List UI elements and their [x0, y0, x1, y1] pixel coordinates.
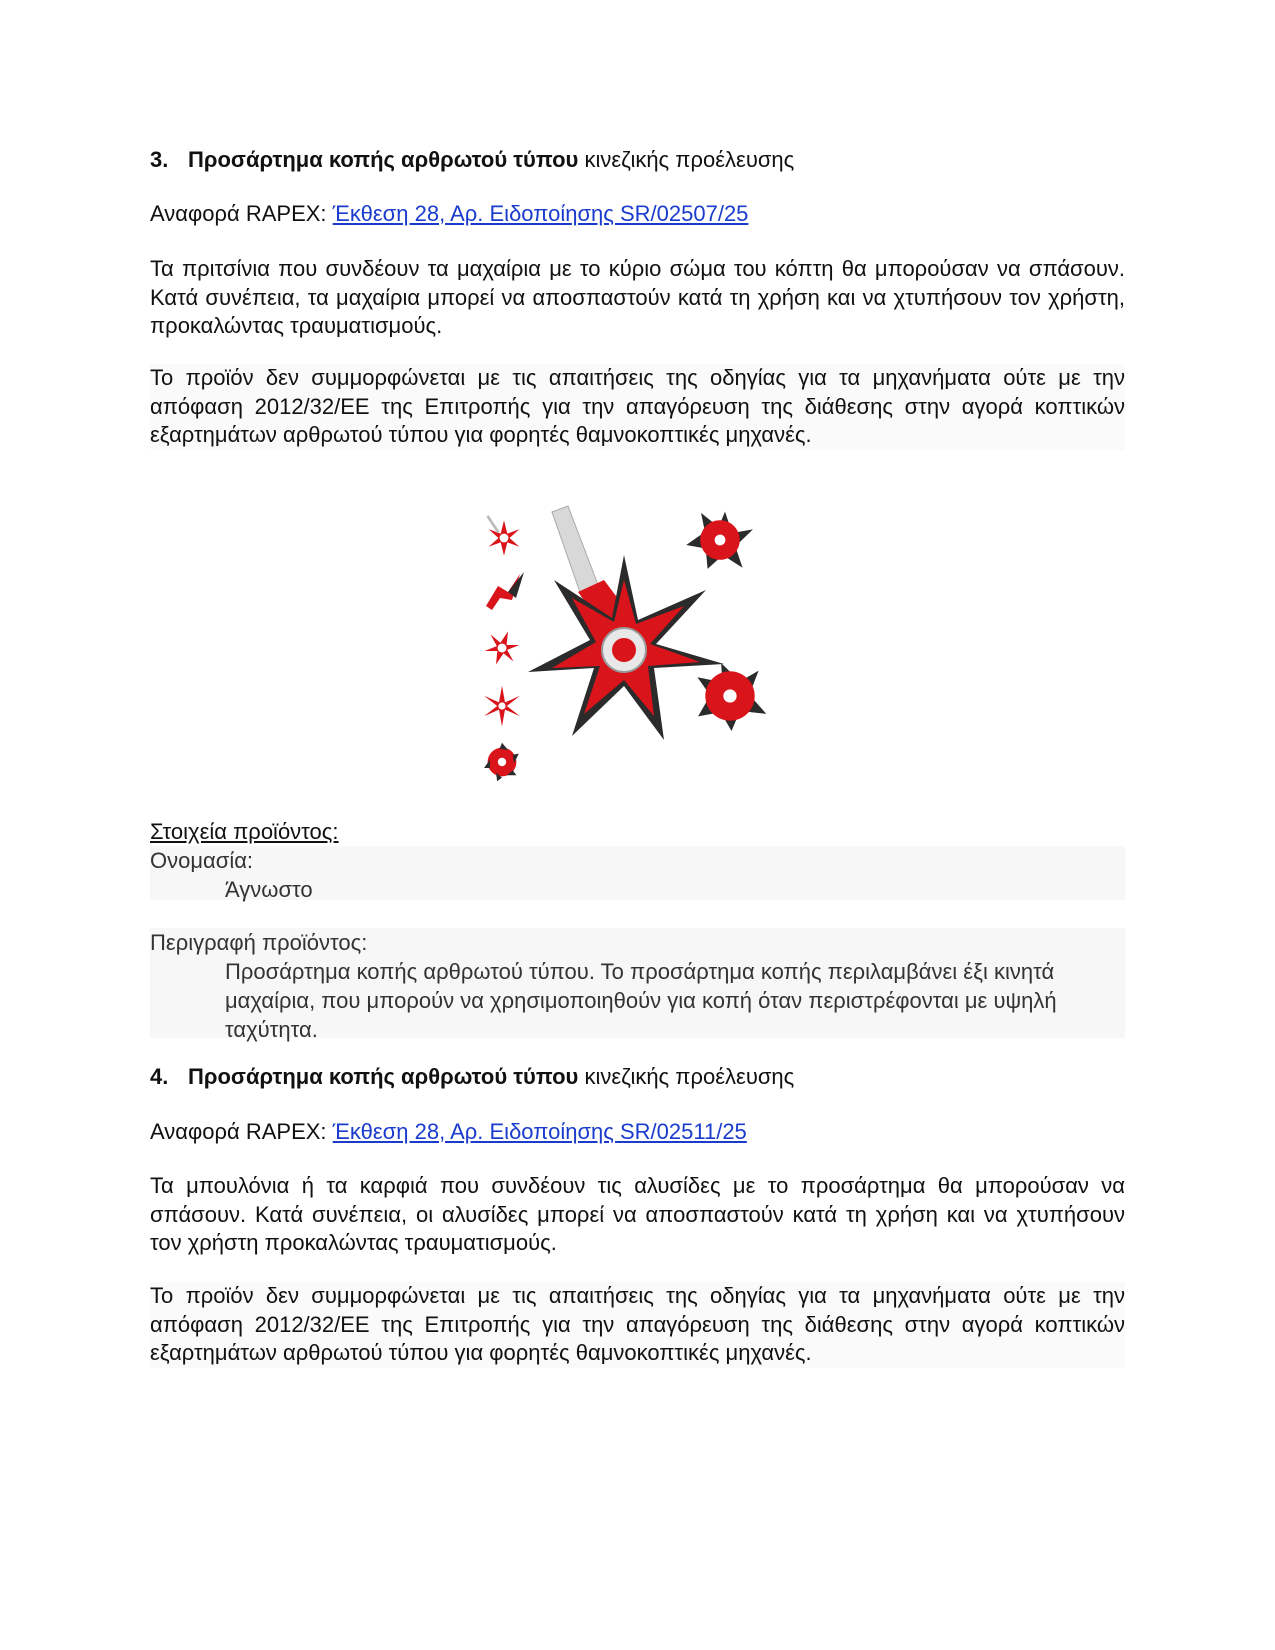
section-3-heading	[150, 146, 794, 174]
product-description-label: Περιγραφή προϊόντος:	[150, 930, 368, 955]
section-4-compliance-paragraph: Το προϊόν δεν συμμορφώνεται με τις απαιτήσεις της οδηγίας για τα μηχανήματα ούτε με την απόφαση 2012/32/ΕΕ της Επιτροπής για την απαγόρευση της διάθεσης στην αγορά κοπτικών εξαρτημάτων αρθρωτού τύπου για φορητές θαμνοκοπτικές μηχανές.	[150, 1282, 1125, 1368]
section-3-title-bold: Προσάρτημα κοπής αρθρωτού τύπου	[188, 147, 579, 172]
section-3-number: 3.	[150, 147, 169, 172]
product-name-label: Ονομασία:	[150, 848, 254, 873]
product-details-heading: Στοιχεία προϊόντος:	[150, 819, 339, 844]
thumbnail-3	[482, 626, 523, 670]
section-4-rapex-reference	[150, 1118, 747, 1146]
thumbnail-1	[488, 516, 520, 556]
section-4-title-bold: Προσάρτημα κοπής αρθρωτού τύπου	[188, 1064, 579, 1089]
section-3-title-rest: κινεζικής προέλευσης	[578, 147, 795, 172]
section-3-hazard-paragraph: Τα πριτσίνια που συνδέουν τα μαχαίρια με το κύριο σώμα του κόπτη θα μπορούσαν να σπάσουν. Κατά συνέπεια, τα μαχαίρια μπορεί να αποσπαστούν κατά τη χρήση και να χτυπήσουν τον χρήστη, προκαλώντας τραυματισμούς.	[150, 256, 1125, 338]
product-image	[472, 500, 802, 830]
product-description-value: Προσάρτημα κοπής αρθρωτού τύπου. Το προσάρτημα κοπής περιλαμβάνει έξι κινητά μαχαίρια, που μπορούν να χρησιμοποιηθούν για κοπή όταν περιστρέφονται με υψηλή ταχύτητα.	[225, 959, 1057, 1042]
thumbnail-5	[484, 743, 519, 781]
product-name-value: Άγνωστο	[225, 877, 313, 902]
section-4-title-rest: κινεζικής προέλευσης	[578, 1064, 795, 1089]
thumbnail-2	[486, 572, 524, 610]
section-3-rapex-reference	[150, 200, 748, 228]
product-name-field	[150, 846, 1125, 900]
section-3-ref-link[interactable]: Έκθεση 28, Αρ. Ειδοποίησης SR/02507/25	[332, 201, 749, 226]
section-3-ref-prefix: Αναφορά RAPEX:	[150, 201, 333, 226]
main-brush-cutter	[528, 506, 772, 740]
section-4-ref-prefix: Αναφορά RAPEX:	[150, 1119, 333, 1144]
section-3-compliance-paragraph: Το προϊόν δεν συμμορφώνεται με τις απαιτήσεις της οδηγίας για τα μηχανήματα ούτε με την απόφαση 2012/32/ΕΕ της Επιτροπής για την απαγόρευση της διάθεσης στην αγορά κοπτικών εξαρτημάτων αρθρωτού τύπου για φορητές θαμνοκοπτικές μηχανές.	[150, 364, 1125, 450]
section-4-number: 4.	[150, 1064, 169, 1089]
thumbnail-4	[484, 686, 520, 727]
brush-cutter-blade-illustration	[472, 500, 802, 830]
section-4-heading	[150, 1063, 794, 1091]
section-4-hazard-paragraph: Τα μπουλόνια ή τα καρφιά που συνδέουν τις αλυσίδες με το προσάρτημα θα μπορούσαν να σπάσουν. Κατά συνέπεια, οι αλυσίδες μπορεί να αποσπαστούν κατά τη χρήση και να χτυπήσουν τον χρήστη προκαλώντας τραυματισμούς.	[150, 1173, 1125, 1255]
section-4-ref-link[interactable]: Έκθεση 28, Αρ. Ειδοποίησης SR/02511/25	[332, 1119, 747, 1144]
product-description-field	[150, 928, 1125, 1042]
